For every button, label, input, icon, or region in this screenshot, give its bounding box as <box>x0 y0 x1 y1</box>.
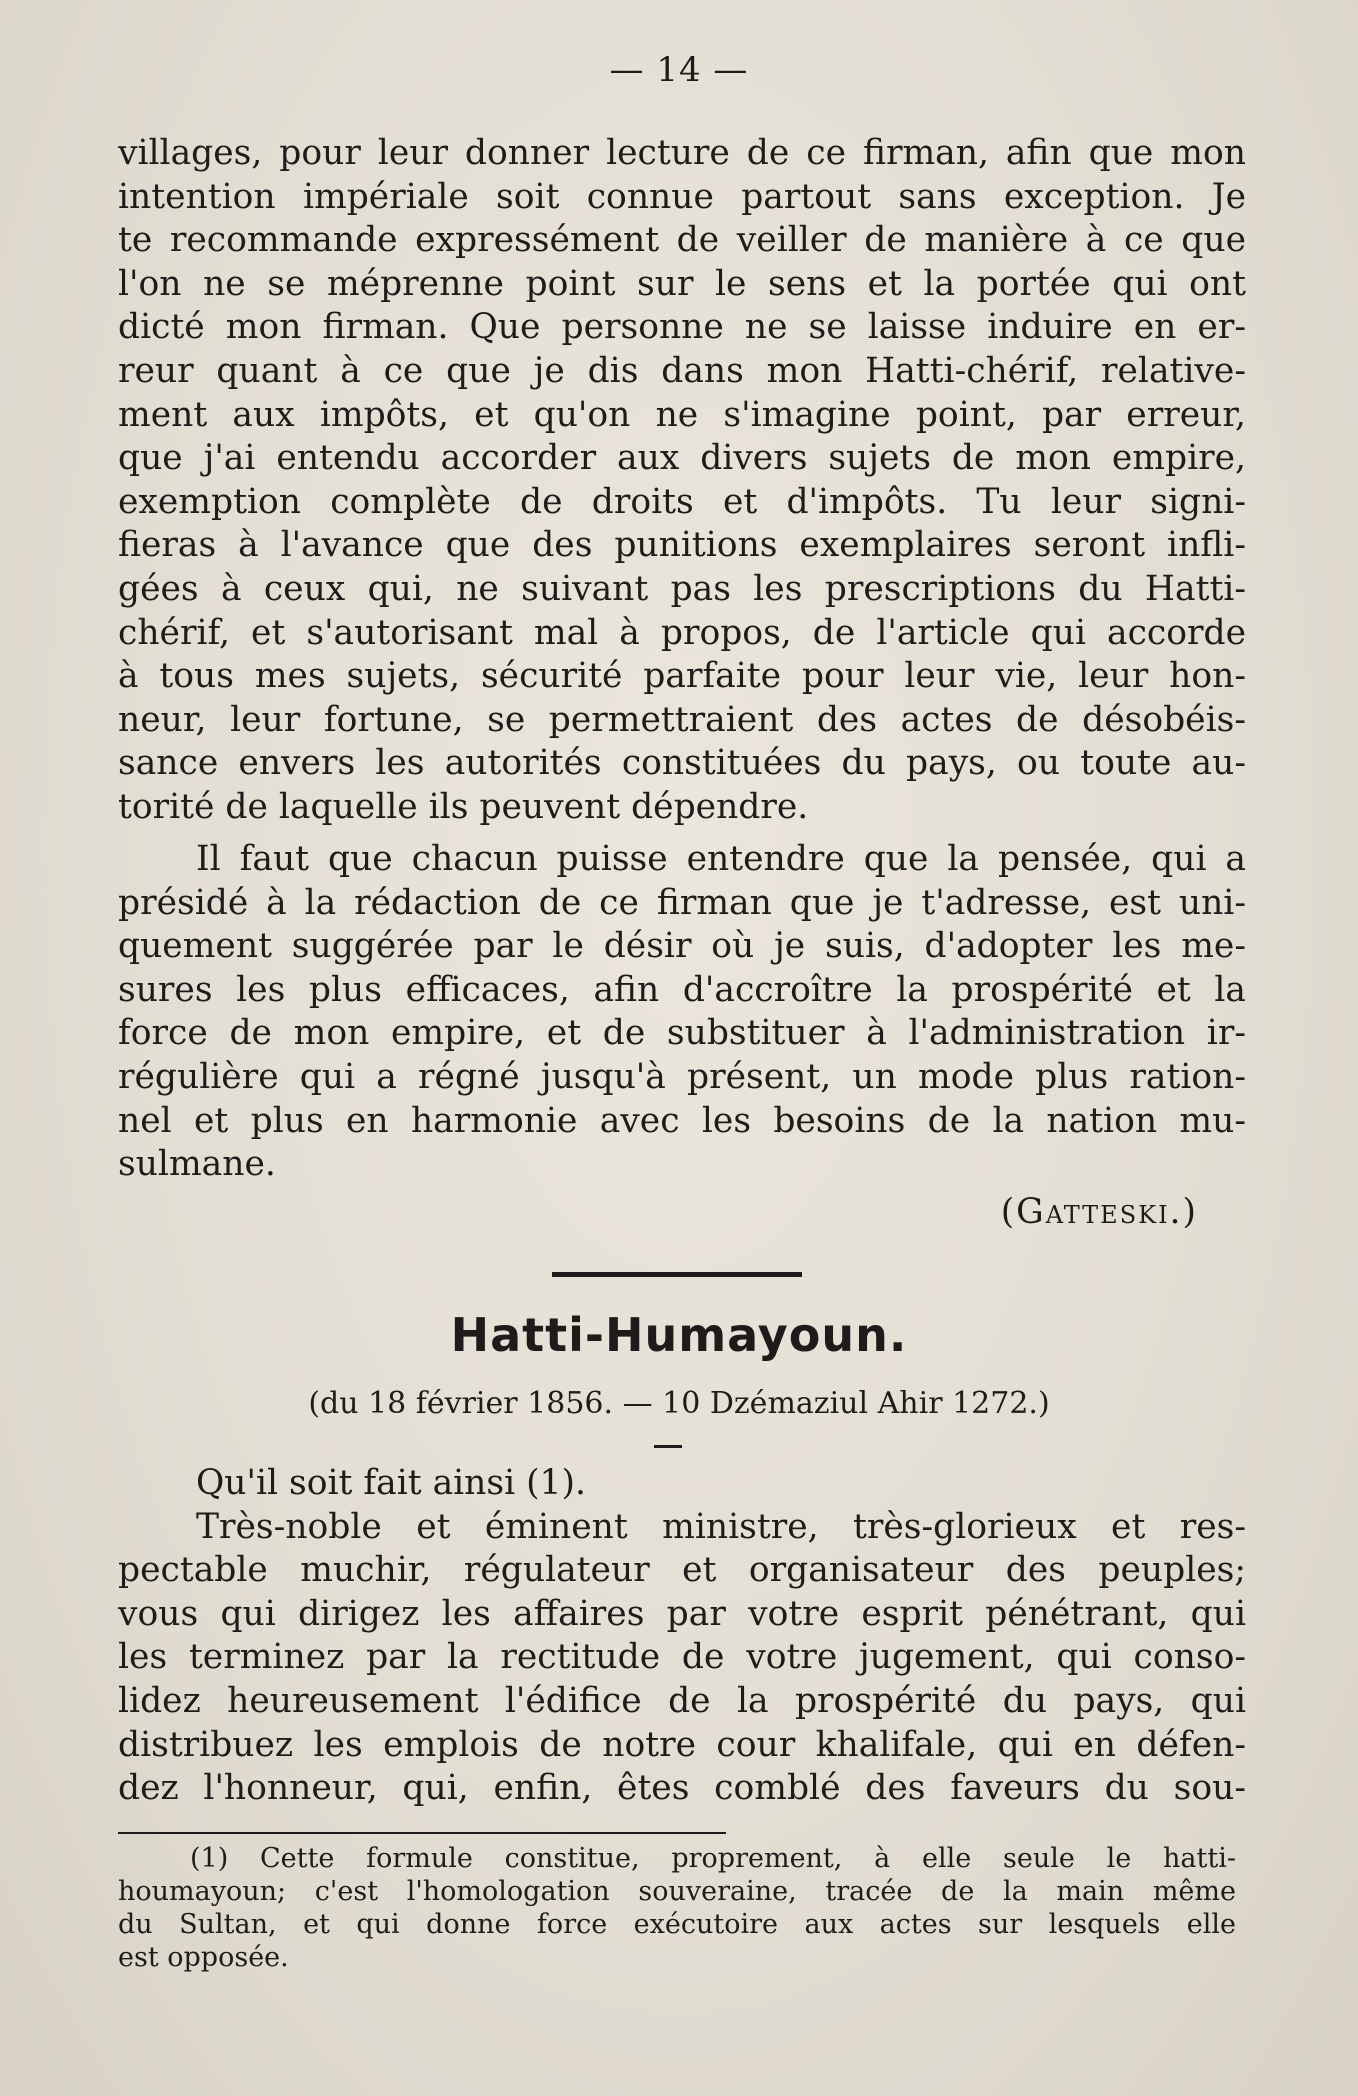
text-line: lidez heureusement l'édifice de la prospérité du pays, qui <box>118 1680 1246 1721</box>
text-line: sulmane. <box>118 1144 276 1185</box>
footnote-line: (1) Cette formule constitue, proprement, à elle seule le hatti- <box>190 1843 1236 1874</box>
text-line: présidé à la rédaction de ce firman que je t'adresse, est uni- <box>118 882 1246 923</box>
text-line: vous qui dirigez les affaires par votre esprit pénétrant, qui <box>118 1593 1246 1634</box>
text-line: gées à ceux qui, ne suivant pas les prescriptions du Hatti- <box>118 568 1246 609</box>
paragraph-hatti-humayoun <box>118 1462 1246 1811</box>
text-line: à tous mes sujets, sécurité parfaite pour leur vie, leur hon- <box>118 656 1246 697</box>
text-line: pectable muchir, régulateur et organisateur des peuples; <box>118 1550 1246 1591</box>
text-line: chérif, et s'autorisant mal à propos, de l'article qui accorde <box>118 612 1246 653</box>
text-line: Très-noble et éminent ministre, très-glorieux et res- <box>196 1506 1246 1547</box>
text-line: distribuez les emplois de notre cour khalifale, qui en défen- <box>118 1724 1246 1765</box>
text-line: intention impériale soit connue partout sans exception. Je <box>118 176 1246 217</box>
text-line: villages, pour leur donner lecture de ce firman, afin que mon <box>118 133 1246 173</box>
text-line: Qu'il soit fait ainsi (1). <box>196 1463 586 1503</box>
text-line: régulière qui a régné jusqu'à présent, un mode plus ration- <box>118 1056 1246 1097</box>
text-line: nel et plus en harmonie avec les besoins de la nation mu- <box>118 1100 1246 1141</box>
text-line: les terminez par la rectitude de votre jugement, qui conso- <box>118 1637 1246 1678</box>
text-line: Il faut que chacun puisse entendre que la pensée, qui a <box>196 839 1246 879</box>
text-line: sures les plus efficaces, afin d'accroître la prospérité et la <box>118 969 1246 1010</box>
footnote-line: houmayoun; c'est l'homologation souveraine, tracée de la main même <box>118 1876 1236 1907</box>
text-line: fieras à l'avance que des punitions exemplaires seront infli- <box>118 525 1246 566</box>
section-heading: Hatti-Humayoun. <box>450 1308 908 1362</box>
small-divider <box>654 1445 682 1448</box>
text-line: dez l'honneur, qui, enfin, êtes comblé des faveurs du sou- <box>118 1768 1246 1809</box>
text-line: force de mon empire, et de substituer à l'administration ir- <box>118 1013 1246 1054</box>
text-line: que j'ai entendu accorder aux divers sujets de mon empire, <box>118 438 1246 479</box>
footnote-line: est opposée. <box>118 1942 289 1973</box>
paragraph-firman-continuation <box>118 132 1246 830</box>
text-line: dicté mon firman. Que personne ne se laisse induire en er- <box>118 307 1246 348</box>
footnote <box>118 1842 1236 1974</box>
paragraph-intent <box>118 838 1246 1187</box>
section-divider <box>552 1272 802 1277</box>
page-number: — 14 — <box>609 50 749 90</box>
section-date: (du 18 février 1856. — 10 Dzémaziul Ahir 1272.) <box>308 1386 1050 1421</box>
footnote-divider <box>118 1832 726 1834</box>
text-line: neur, leur fortune, se permettraient des actes de désobéis- <box>118 699 1246 740</box>
text-line: exemption complète de droits et d'impôts. Tu leur signi- <box>118 481 1246 522</box>
text-line: ment aux impôts, et qu'on ne s'imagine point, par erreur, <box>118 394 1246 435</box>
footnote-line: du Sultan, et qui donne force exécutoire aux actes sur lesquels elle <box>118 1909 1236 1940</box>
text-line: quement suggérée par le désir où je suis, d'adopter les me- <box>118 926 1246 967</box>
text-line: reur quant à ce que je dis dans mon Hatti-chérif, relative- <box>118 350 1246 391</box>
signature: (Gatteski.) <box>1000 1192 1198 1232</box>
text-line: te recommande expressément de veiller de manière à ce que <box>118 220 1246 261</box>
text-line: l'on ne se méprenne point sur le sens et la portée qui ont <box>118 263 1246 304</box>
text-line: sance envers les autorités constituées du pays, ou toute au- <box>118 743 1246 784</box>
text-line: torité de laquelle ils peuvent dépendre. <box>118 786 809 827</box>
